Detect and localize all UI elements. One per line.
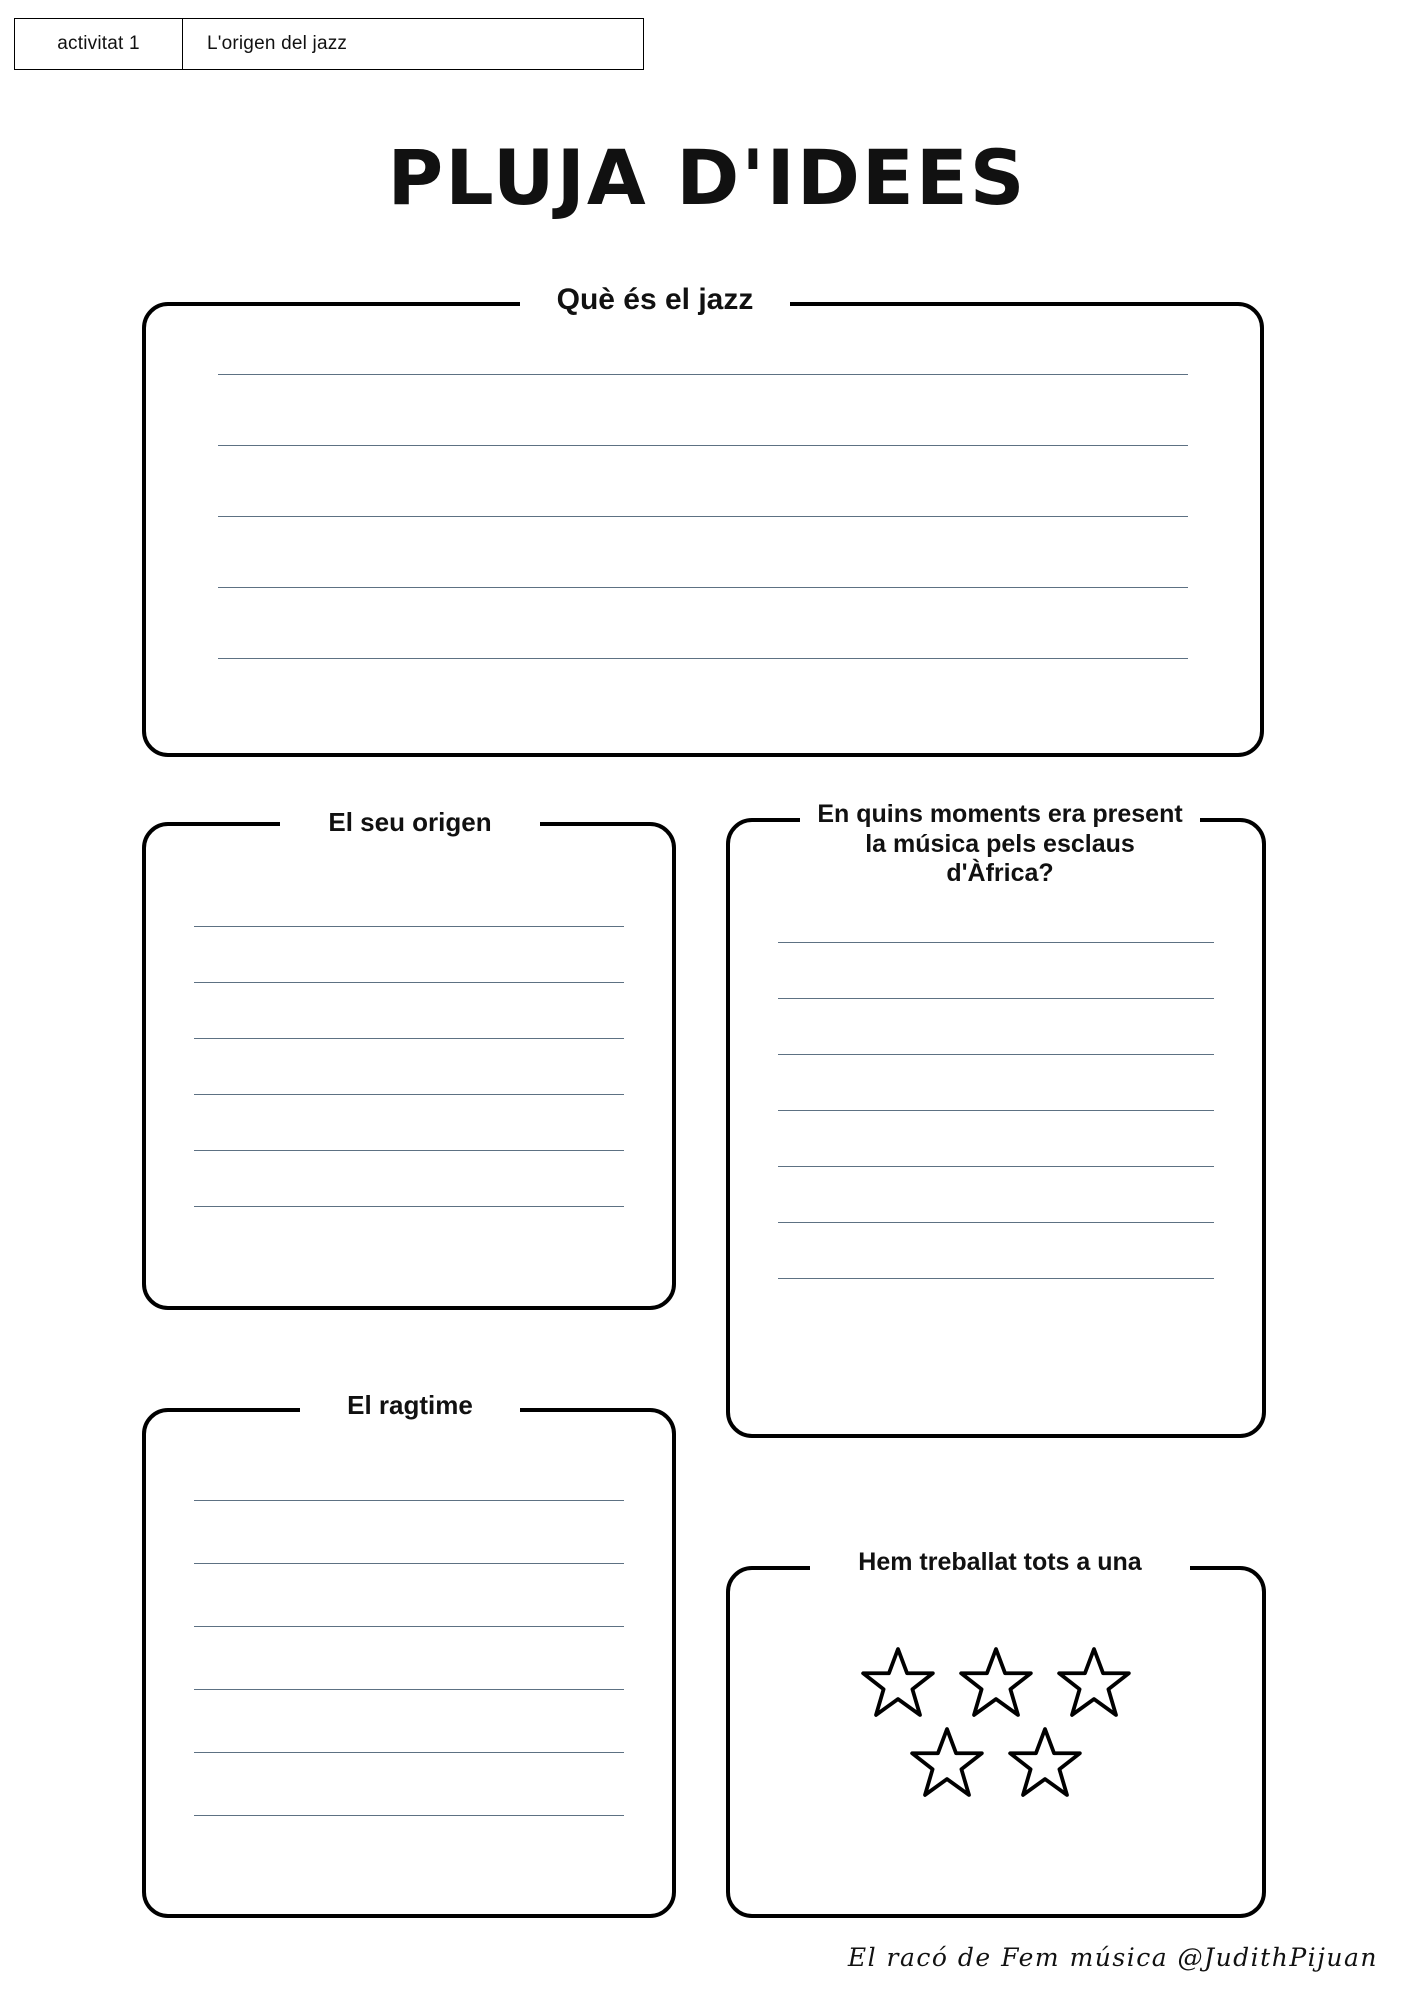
writing-line[interactable] [194,982,624,983]
section-box-el-seu-origen [142,822,676,1310]
footer-credit: El racó de Fem música @JudithPijuan [847,1943,1378,1972]
writing-line[interactable] [218,658,1188,659]
star-icon[interactable] [860,1646,936,1718]
writing-line[interactable] [218,587,1188,588]
writing-line[interactable] [778,1166,1214,1167]
writing-line[interactable] [218,374,1188,375]
writing-line[interactable] [218,516,1188,517]
activity-tag [14,18,644,70]
writing-line[interactable] [778,1222,1214,1223]
writing-line[interactable] [218,445,1188,446]
writing-line[interactable] [194,1563,624,1564]
writing-line[interactable] [194,1500,624,1501]
writing-line[interactable] [194,1038,624,1039]
section-box-que-es-el-jazz [142,302,1264,757]
writing-line[interactable] [778,942,1214,943]
star-rating-row-top[interactable] [860,1646,1132,1718]
section-box-el-ragtime [142,1408,676,1918]
star-icon[interactable] [1007,1726,1083,1798]
writing-line[interactable] [194,1626,624,1627]
writing-line[interactable] [778,998,1214,999]
star-icon[interactable] [1056,1646,1132,1718]
writing-line[interactable] [194,1206,624,1207]
writing-line[interactable] [194,1150,624,1151]
star-rating[interactable] [730,1646,1262,1798]
writing-lines-el-seu-origen[interactable] [194,926,624,1262]
writing-line[interactable] [194,1815,624,1816]
star-icon[interactable] [909,1726,985,1798]
section-label-moments-musica-esclaus: En quins moments era present la música pels esclaus d'Àfrica? [800,800,1200,889]
activity-title: L'origen del jazz [207,33,348,54]
writing-lines-que-es-el-jazz[interactable] [218,374,1188,729]
section-label-que-es-el-jazz: Què és el jazz [520,282,790,317]
section-box-moments-musica-esclaus [726,818,1266,1438]
activity-number: activitat 1 [15,19,183,69]
star-rating-row-bottom[interactable] [909,1726,1083,1798]
writing-line[interactable] [778,1110,1214,1111]
writing-line[interactable] [194,1689,624,1690]
page-title: PLUJA D'IDEES [387,133,1027,222]
section-label-el-seu-origen: El seu origen [280,807,540,838]
writing-lines-el-ragtime[interactable] [194,1500,624,1878]
writing-line[interactable] [194,1752,624,1753]
writing-line[interactable] [194,1094,624,1095]
section-label-el-ragtime: El ragtime [300,1390,520,1421]
writing-line[interactable] [194,926,624,927]
writing-lines-moments-musica-esclaus[interactable] [778,942,1214,1334]
writing-line[interactable] [778,1278,1214,1279]
star-icon[interactable] [958,1646,1034,1718]
section-label-hem-treballat-tots-a-una: Hem treballat tots a una [810,1548,1190,1578]
section-box-hem-treballat-tots-a-una [726,1566,1266,1918]
writing-line[interactable] [778,1054,1214,1055]
